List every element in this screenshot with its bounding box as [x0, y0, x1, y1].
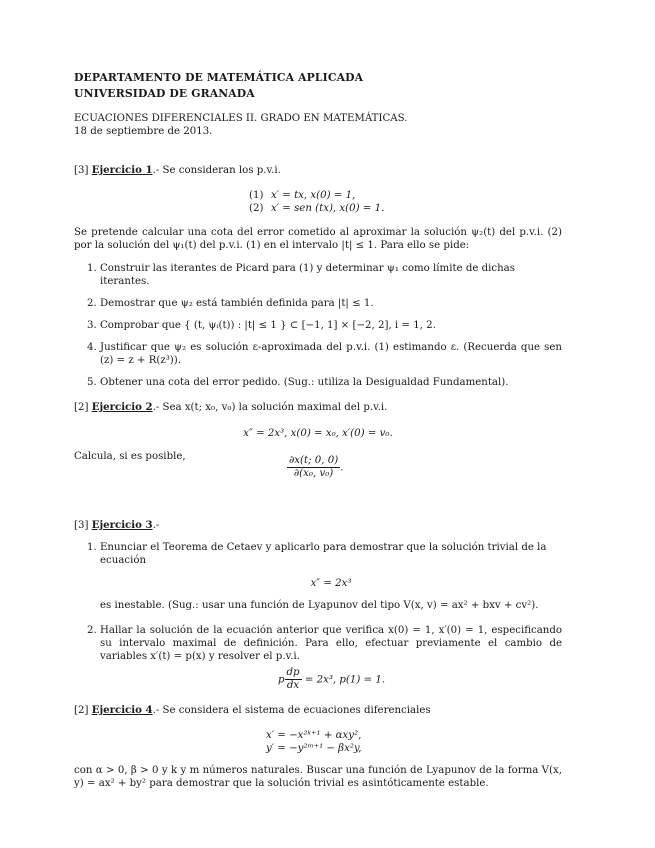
exercise-4-points: [2] [74, 705, 89, 716]
system-eq-2: y′ = −y²ᵐ⁺¹ − βx²y, [266, 743, 362, 754]
exercise-3-title: Ejercicio 3 [91, 519, 153, 531]
exercise-1-item-4: 4. Justificar que ψ₂ es solución ε-aproximada del p.v.i. (1) estimando ε. (Recuerda que sen (z) = z + R(z³)). [100, 341, 562, 367]
exercise-1-title: Ejercicio 1 [91, 164, 153, 176]
exam-date: 18 de septiembre de 2013. [74, 126, 213, 137]
exercise-1-item-1: 1. Construir las iterantes de Picard para (1) y determinar ψ₁ como límite de dichas iterantes. [100, 262, 562, 288]
exercise-1-points: [3] [74, 165, 89, 176]
exercise-4-heading [74, 704, 562, 717]
fraction-period: . [340, 462, 344, 474]
exercise-3-list [74, 541, 562, 692]
exercise-2 [74, 401, 562, 490]
eq-2: x′ = sen (tx), x(0) = 1. [271, 202, 385, 214]
ode-rest: = 2x³, p(1) = 1. [304, 674, 386, 686]
exercise-2-ivp: x″ = 2x³, x(0) = x₀, x′(0) = v₀. [243, 428, 393, 439]
eq-1: x′ = tx, x(0) = 1, [271, 190, 356, 201]
exercise-4-title: Ejercicio 4 [91, 704, 153, 716]
exercise-2-calcula-block [74, 450, 562, 490]
exercise-4-intro: .- Se considera el sistema de ecuaciones diferenciales [152, 705, 431, 716]
university-name: UNIVERSIDAD DE GRANADA [74, 87, 255, 100]
ode-fraction-denominator: dx [286, 680, 300, 691]
exercise-1-paragraph: Se pretende calcular una cota del error cometido al aproximar la solución ψ₂(t) del p.v.i. (2) por la solución del ψ₁(t) del p.v.i. (1) en el intervalo |t| ≤ 1. Para ello se pide: [74, 227, 562, 251]
exercise-2-heading [74, 401, 562, 414]
exercise-2-intro: .- Sea x(t; x₀, v₀) la solución maximal del p.v.i. [152, 402, 388, 413]
exercise-1-heading [74, 164, 562, 177]
ode-p: p [278, 674, 285, 686]
exercise-1-equations [249, 190, 562, 215]
exam-page [74, 70, 562, 789]
exercise-3-points: [3] [74, 520, 89, 531]
exercise-3 [74, 519, 562, 701]
exercise-3-item-1 [100, 541, 562, 612]
exercise-3-intro: .- [152, 520, 160, 531]
exercise-2-equation [74, 427, 562, 440]
exercise-1-item-3: 3. Comprobar que { (t, ψᵢ(t)) : |t| ≤ 1 } ⊂ [−1, 1] × [−2, 2], i = 1, 2. [100, 319, 562, 332]
department-name: DEPARTAMENTO DE MATEMÁTICA APLICADA [74, 71, 364, 84]
exercise-1-intro: .- Se consideran los p.v.i. [152, 165, 281, 176]
fraction-numerator: ∂x(t; 0, 0) [289, 455, 339, 466]
system-eq-1: x′ = −x²ᵏ⁺¹ + αxy², [266, 730, 362, 741]
exercise-4-system [74, 729, 562, 755]
course-title: ECUACIONES DIFERENCIALES II. GRADO EN MATEMÁTICAS. [74, 113, 408, 124]
fraction-denominator: ∂(x₀, v₀) [293, 468, 334, 479]
exercise-3-item-1-text: 1. Enunciar el Teorema de Cetaev y aplicarlo para demostrar que la solución trivial de la ecuación [100, 542, 547, 566]
exam-header [74, 70, 562, 138]
exercise-1-item-5: 5. Obtener una cota del error pedido. (Sug.: utiliza la Desigualdad Fundamental). [100, 376, 562, 389]
exercise-2-calcula: Calcula, si es posible, [74, 451, 186, 462]
exercise-3-item-1-tail: es inestable. (Sug.: usar una función de Lyapunov del tipo V(x, v) = ax² + bxv + cv²). [100, 600, 539, 611]
exercise-3-ode [100, 667, 562, 692]
eq-1-number: (1) [249, 190, 264, 201]
exercise-1 [74, 164, 562, 398]
exercise-4 [74, 704, 562, 790]
exercise-1-list [74, 262, 562, 389]
exercise-3-item-2 [100, 624, 562, 692]
exercise-2-points: [2] [74, 402, 89, 413]
exercise-2-fraction [287, 455, 343, 480]
exercise-1-item-2: 2. Demostrar que ψ₂ está también definida para |t| ≤ 1. [100, 297, 562, 310]
exercise-4-paragraph: con α > 0, β > 0 y k y m números naturales. Buscar una función de Lyapunov de la forma V(x, y) = ax² + by² para demostrar que la solución trivial es asintóticamente estable. [74, 765, 562, 789]
exercise-3-heading [74, 519, 562, 532]
eq-2-number: (2) [249, 202, 264, 214]
exercise-3-item-2-text: 2. Hallar la solución de la ecuación anterior que verifica x(0) = 1, x′(0) = 1, especificando su intervalo maximal de definición. Para ello, efectuar previamente el cambio de variables x′(t) = p(x) y resolver el p.v.i. [100, 625, 562, 662]
ode-fraction-numerator: dp [286, 667, 300, 678]
exercise-3-equation: x″ = 2x³ [310, 578, 352, 589]
exercise-2-title: Ejercicio 2 [91, 401, 153, 413]
